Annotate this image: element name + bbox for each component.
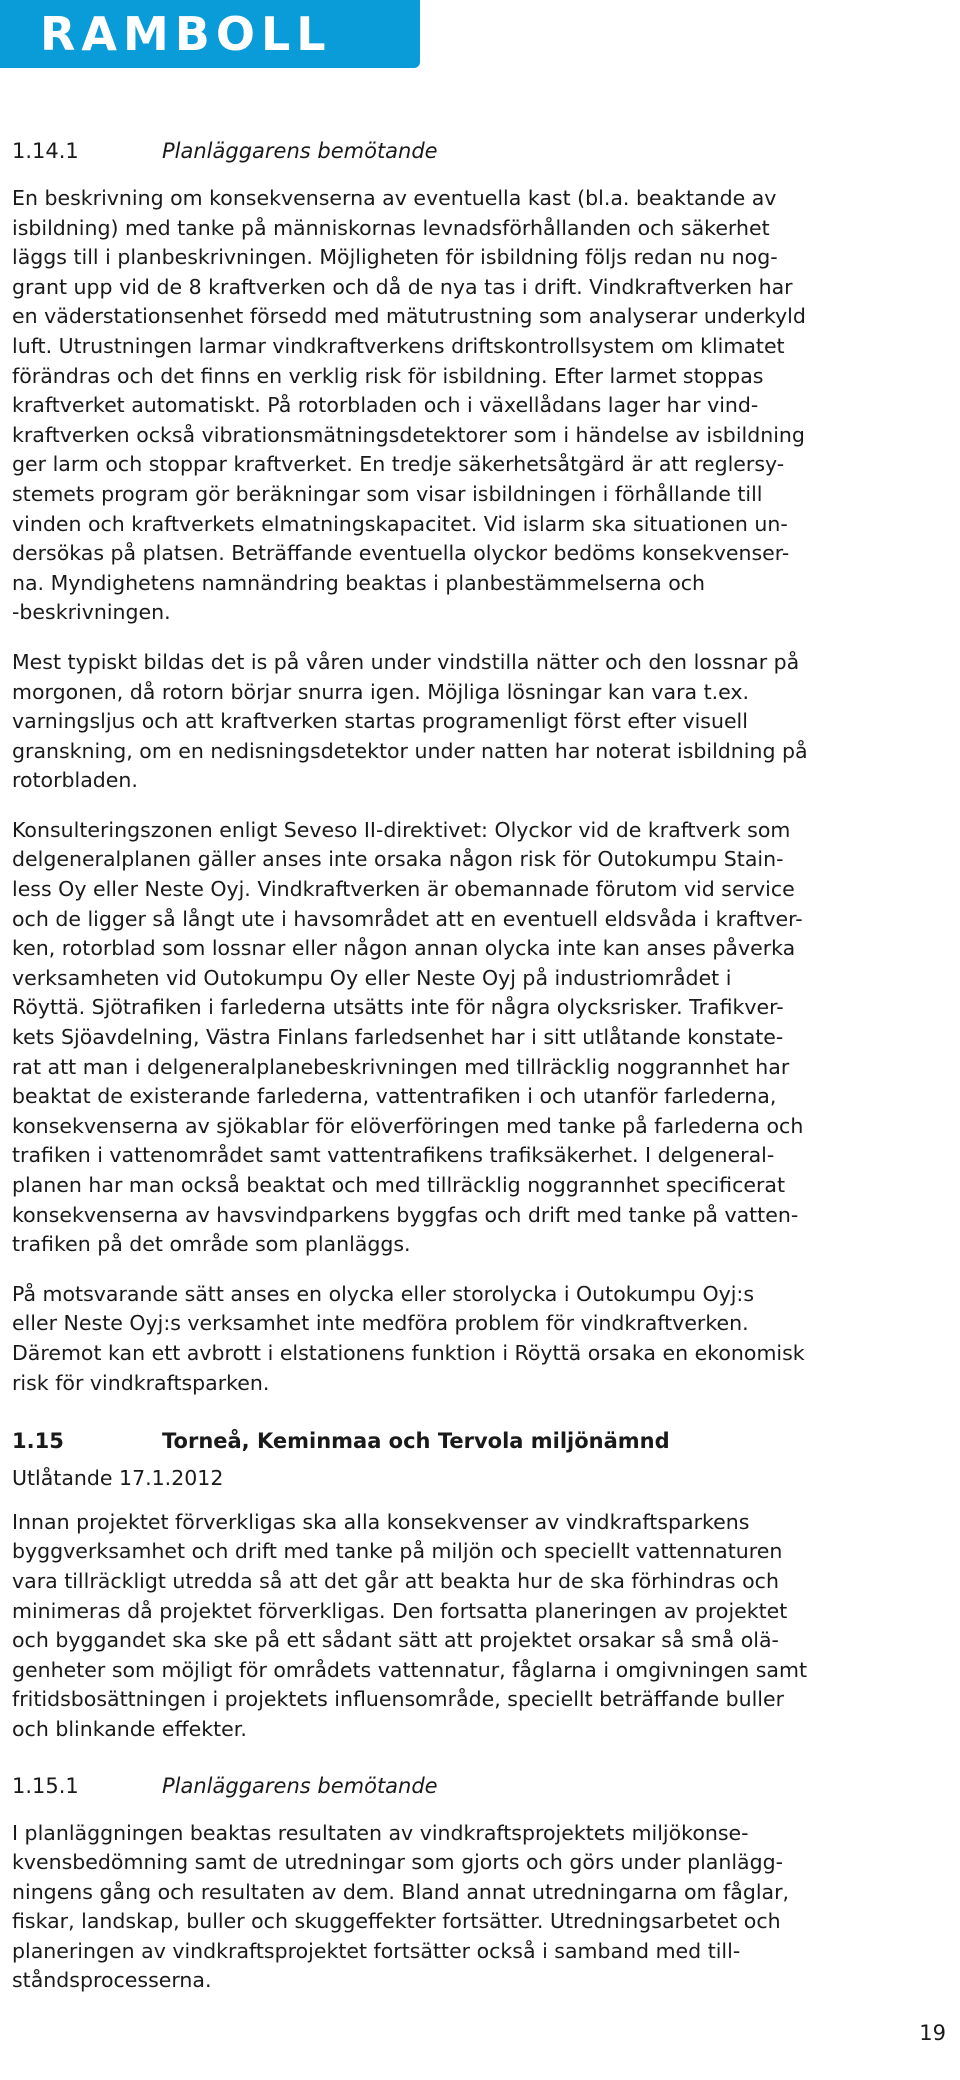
section-heading-1-14-1: [12, 136, 960, 166]
paragraph-accident-risk: På motsvarande sätt anses en olycka eller storolycka i Outokumpu Oyj:s eller Neste Oyj:s verksamhet inte medföra problem för vindkraftverken. Däremot kan ett avbrott i elstationens funktion i Röyttä orsaka en ekonomisk risk för vindkraftsparken.: [12, 1281, 805, 1395]
page-number: 19: [919, 2021, 946, 2045]
document-body: [12, 136, 960, 2016]
paragraph-seveso: Konsulteringszonen enligt Seveso II-direktivet: Olyckor vid de kraftverk som delgeneralplanen gäller anses inte orsaka någon risk för Outokumpu Stain- less Oy eller Neste Oyj. Vindkraftverken är obemannade förutom vid service och de ligger så långt ute i havsområdet att en eventuell eldsvåda i kraftver- ken, rotorblad som lossnar eller någon annan olycka inte kan anses påverka verksamheten vid Outokumpu Oy eller Neste Oyj på industriområdet i Röyttä. Sjötrafiken i farlederna utsätts inte för några olycksrisker. Trafikver- kets Sjöavdelning, Västra Finlans farledsenhet har i sitt utlåtande konstate- rat att man i delgeneralplanebeskrivningen med tillräcklig noggrannhet har beaktat de existerande farlederna, vattentrafiken i och utanför farlederna, konsekvenserna av sjökablar för elöverföringen med tanke på farlederna och trafiken i vattenområdet samt vattentrafikens trafiksäkerhet. I delgeneral- planen har man också beaktat och med tillräcklig noggrannhet specificerat konsekvenserna av havsvindparkens byggfas och drift med tanke på vatten- trafiken på det område som planläggs.: [12, 817, 804, 1257]
section-heading-1-15: [12, 1426, 960, 1456]
paragraph-planner-response: I planläggningen beaktas resultaten av vindkraftsprojektets miljökonse- kvensbedömning samt de utredningar som gjorts och görs under planlägg- ningens gång och resultaten av dem. Bland annat utredningarna om fåglar, fiskar, landskap, buller och skuggeffekter fortsätter. Utredningsarbetet och planeringen av vindkraftsprojektet fortsätter också i samband med till- ståndsprocesserna.: [12, 1820, 790, 1993]
paragraph-environment-board: Innan projektet förverkligas ska alla konsekvenser av vindkraftsparkens byggverksamhet och drift med tanke på miljön och speciellt vattennaturen vara tillräckligt utredda så att det går att beakta hur de ska förhindras och minimeras då projektet förverkligas. Den fortsatta planeringen av projektet och byggandet ska ske på ett sådant sätt att projektet orsakar så små olä- genheter som möjligt för områdets vattennatur, fåglarna i omgivningen samt fritidsbosättningen i projektets influensområde, speciellt beträffande buller och blinkande effekter.: [12, 1509, 807, 1741]
section-number: 1.15: [12, 1429, 64, 1454]
paragraph-ice-spring: Mest typiskt bildas det is på våren under vindstilla nätter och den lossnar på morgonen, då rotorn börjar snurra igen. Möjliga lösningar kan vara t.ex. varningsljus och att kraftverken startas programenligt först efter visuell granskning, om en nedisningsdetektor under natten har noterat isbildning på rotorbladen.: [12, 649, 808, 793]
section-title: Planläggarens bemötande: [162, 1773, 438, 1798]
section-title: Planläggarens bemötande: [162, 139, 438, 163]
logo-text: RAMBOLL: [40, 7, 332, 61]
section-title: Torneå, Keminmaa och Tervola miljönämnd: [162, 1429, 670, 1454]
ramboll-logo: [0, 0, 420, 68]
paragraph-ice-formation: En beskrivning om konsekvenserna av eventuella kast (bl.a. beaktande av isbildning) med tanke på människornas levnadsförhållanden och säkerhet läggs till i planbeskrivningen. Möjligheten för isbildning följs redan nu nog- grant upp vid de 8 kraftverken och då de nya tas i drift. Vindkraftverken har en väderstationsenhet försedd med mätutrustning som analyserar underkyld luft. Utrustningen larmar vindkraftverkens driftskontrollsystem om klimatet förändras och det finns en verklig risk för isbildning. Efter larmet stoppas kraftverket automatiskt. På rotorbladen och i växellådans lager har vind- kraftverken också vibrationsmätningsdetektorer som i händelse av isbildning ger larm och stoppar kraftverket. En tredje säkerhetsåtgärd är att reglersy- stemets program gör beräkningar som visar isbildningen i förhållande till vinden och kraftverkets elmatningskapacitet. Vid islarm ska situationen un- dersökas på platsen. Beträffande eventuella olyckor bedöms konsekvenser- na. Myndighetens namnändring beaktas i planbestämmelserna och -beskrivningen.: [12, 186, 806, 625]
statement-date: Utlåtande 17.1.2012: [12, 1466, 224, 1491]
section-number: 1.14.1: [12, 139, 79, 163]
section-number: 1.15.1: [12, 1773, 79, 1798]
section-heading-1-15-1: [12, 1771, 960, 1801]
